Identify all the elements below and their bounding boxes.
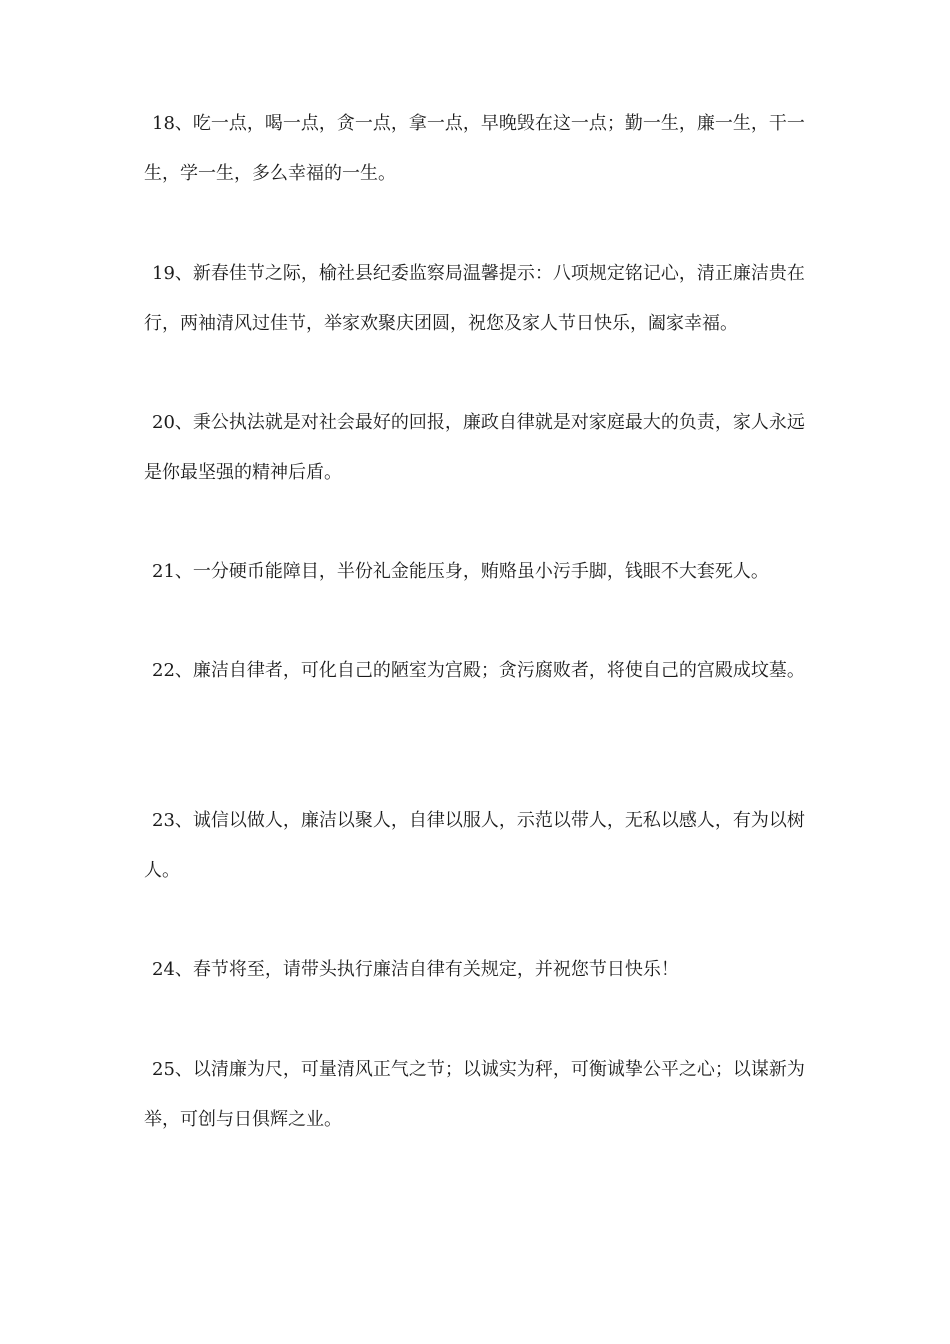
paragraph-19: 19、新春佳节之际，榆社县纪委监察局温馨提示：八项规定铭记心，清正廉洁贵在行，两袖清风过佳节，举家欢聚庆团圆，祝您及家人节日快乐，阖家幸福。: [144, 263, 805, 334]
paragraph-21: 21、一分硬币能障目，半份礼金能压身，贿赂虽小污手脚，钱眼不大套死人。: [152, 561, 769, 582]
paragraph-22: 22、廉洁自律者，可化自己的陋室为宫殿；贪污腐败者，将使自己的宫殿成坟墓。: [152, 660, 805, 681]
paragraph-20: 20、秉公执法就是对社会最好的回报，廉政自律就是对家庭最大的负责，家人永远是你最坚强的精神后盾。: [144, 412, 805, 483]
paragraph-23: 23、诚信以做人，廉洁以聚人，自律以服人，示范以带人，无私以感人，有为以树人。: [144, 810, 805, 881]
paragraph-18: 18、吃一点，喝一点，贪一点，拿一点，早晚毁在这一点；勤一生，廉一生，干一生，学一生，多么幸福的一生。: [144, 113, 805, 184]
paragraph-25: 25、以清廉为尺，可量清风正气之节；以诚实为秤，可衡诚挚公平之心；以谋新为举，可创与日俱辉之业。: [144, 1059, 805, 1130]
paragraph-24: 24、春节将至，请带头执行廉洁自律有关规定，并祝您节日快乐！: [152, 959, 679, 980]
